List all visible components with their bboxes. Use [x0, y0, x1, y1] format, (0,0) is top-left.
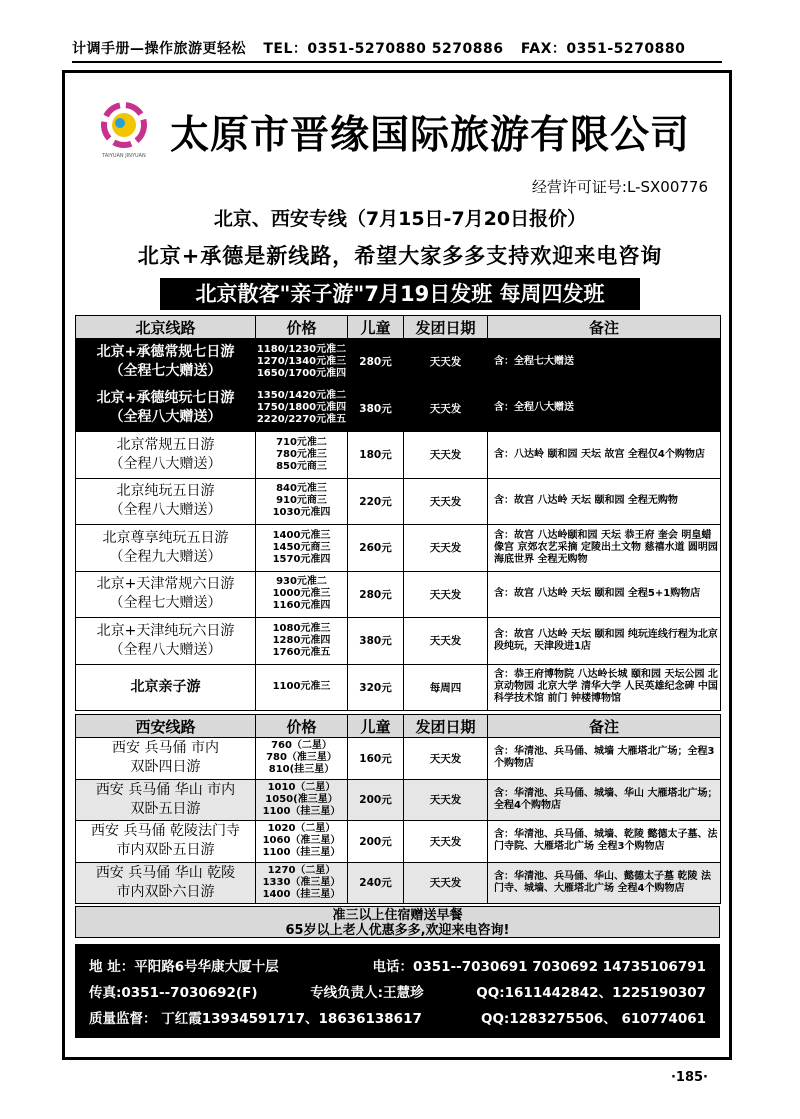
child-price: 380元 [348, 385, 404, 432]
xian-header-cell: 西安线路 [76, 715, 256, 738]
route-line: 北京常规五日游 [116, 436, 215, 453]
footer-note [75, 906, 720, 938]
price-line: 1050(准三星） [265, 793, 338, 805]
child-price: 280元 [348, 339, 404, 386]
price-line: 1400（挂三星） [262, 888, 341, 900]
price-line: 1760元准五 [272, 646, 331, 658]
route-line: 西安 兵马俑 市内 [112, 740, 219, 757]
note-cell: 含：全程七大赠送 [488, 339, 721, 386]
price-line: 840元准三 [276, 483, 327, 495]
price-line: 1330（准三星） [262, 876, 341, 888]
xian-route-table [75, 714, 721, 904]
route-line: 西安 兵马俑 华山 市内 [95, 781, 236, 798]
price-line: 850元商三 [276, 460, 327, 472]
route-line: 北京亲子游 [130, 678, 201, 695]
route-line: 西安 兵马俑 乾陵法门寺 [91, 823, 240, 840]
route-line: 北京+承德常规七日游 [96, 343, 235, 360]
table-row [76, 738, 721, 780]
route-line: 西安 兵马俑 华山 乾陵 [95, 864, 236, 881]
price-cell [256, 385, 348, 432]
route-name [76, 738, 256, 780]
route-line: （全程八大赠送） [109, 409, 222, 426]
route-line: 双卧五日游 [130, 800, 201, 817]
price-line: 1450元商三 [272, 541, 331, 553]
route-line: 双卧四日游 [130, 759, 201, 776]
note-cell: 含：故宫 八达岭 天坛 颐和园 全程5+1购物店 [488, 571, 721, 618]
beijing-route-table [75, 315, 721, 711]
promo-slogan: 北京+承德是新线路，希望大家多多支持欢迎来电咨询 [137, 244, 663, 268]
route-line: （全程八大赠送） [109, 641, 222, 658]
contact-block [75, 944, 720, 1038]
contact-supervisor: 质量监督： 丁红霞13934591717、18636138617 [89, 1011, 422, 1027]
note-cell: 含：故宫 八达岭颐和园 天坛 恭王府 奎会 明皇蜡像宫 京郊农艺采摘 定陵出土文物 慈禧水道 圆明园 海底世界 全程无购物 [488, 525, 721, 572]
price-line: 1180/1230元准二 [256, 343, 347, 355]
company-name: 太原市晋缘国际旅游有限公司 [170, 113, 691, 158]
contact-qq1: QQ:1611442842、1225190307 [476, 985, 706, 1001]
departure-date: 天天发 [404, 571, 488, 618]
price-cell [256, 664, 348, 711]
price-line: 1080元准三 [272, 622, 331, 634]
price-line: 1280元准四 [272, 634, 331, 646]
contact-phone: 电话：0351--7030691 7030692 14735106791 [372, 959, 706, 975]
price-cell [256, 862, 348, 904]
contact-qq2: QQ:1283275506、 610774061 [480, 1011, 706, 1027]
route-line: 北京+承德纯玩七日游 [96, 390, 235, 407]
note-cell: 含：全程八大赠送 [488, 385, 721, 432]
svg-text:TAIYUAN JINYUAN: TAIYUAN JINYUAN [102, 153, 146, 159]
top-header-bar [72, 38, 722, 63]
note-cell: 含：八达岭 颐和园 天坛 故宫 全程仅4个购物店 [488, 432, 721, 479]
price-line: 710元准二 [276, 436, 327, 448]
child-price: 380元 [348, 618, 404, 665]
price-line: 930元准二 [276, 576, 327, 588]
route-name [76, 525, 256, 572]
route-line: （全程九大赠送） [109, 548, 222, 565]
route-line: （全程七大赠送） [109, 595, 222, 612]
departure-date: 天天发 [404, 862, 488, 904]
route-line: 北京+天津常规六日游 [96, 576, 235, 593]
price-cell [256, 779, 348, 821]
xian-header-cell: 备注 [488, 715, 721, 738]
page-number: ·185· [670, 1070, 708, 1085]
route-line: （全程七大赠送） [109, 362, 222, 379]
contact-manager: 专线负责人:王慧珍 [310, 985, 424, 1001]
table-row [76, 862, 721, 904]
route-name [76, 385, 256, 432]
departure-date: 天天发 [404, 821, 488, 863]
price-line: 780（准三星） [266, 752, 337, 764]
child-price: 180元 [348, 432, 404, 479]
note-cell: 含：华清池、兵马俑、城墙、乾陵 懿德太子墓、法门寺院、大雁塔北广场 全程3个购物店 [488, 821, 721, 863]
jinyuan-logo-icon [96, 95, 152, 159]
route-line: （全程八大赠送） [109, 455, 222, 472]
route-name [76, 339, 256, 386]
table-row [76, 525, 721, 572]
price-line: 760（二星） [271, 740, 332, 752]
table-row [76, 664, 721, 711]
price-cell [256, 478, 348, 525]
departure-date: 天天发 [404, 432, 488, 479]
note-cell: 含：故宫 八达岭 天坛 颐和园 全程无购物 [488, 478, 721, 525]
beijing-header-cell: 备注 [488, 316, 721, 339]
table-row [76, 478, 721, 525]
price-line: 1060（准三星） [262, 835, 341, 847]
child-price: 200元 [348, 821, 404, 863]
footer-note-breakfast: 准三以上住宿赠送早餐 [332, 908, 463, 923]
xian-header-cell: 儿童 [348, 715, 404, 738]
price-line: 810(挂三星） [268, 764, 335, 776]
xian-header-cell: 价格 [256, 715, 348, 738]
price-cell [256, 571, 348, 618]
beijing-header-cell: 儿童 [348, 316, 404, 339]
price-line: 1010（二星） [267, 781, 336, 793]
note-cell: 含：华清池、兵马俑、城墙 大雁塔北广场；全程3个购物店 [488, 738, 721, 780]
note-cell: 含：恭王府博物院 八达岭长城 颐和园 天坛公园 北京动物园 北京大学 清华大学 人民英雄纪念碑 中国科学技术馆 前门 钟楼博物馆 [488, 664, 721, 711]
price-line: 1100（挂三星） [262, 805, 341, 817]
departure-date: 天天发 [404, 339, 488, 386]
child-price: 260元 [348, 525, 404, 572]
price-cell [256, 821, 348, 863]
table-row [76, 779, 721, 821]
price-line: 1030元准四 [272, 507, 331, 519]
table-row [76, 571, 721, 618]
note-cell: 含：故宫 八达岭 天坛 颐和园 纯玩连线行程为北京段纯玩，天津段进1店 [488, 618, 721, 665]
route-name [76, 478, 256, 525]
departure-date: 天天发 [404, 525, 488, 572]
note-cell: 含：华清池、兵马俑、城墙、华山 大雁塔北广场；全程4个购物店 [488, 779, 721, 821]
price-line: 2220/2270元准五 [256, 414, 347, 426]
route-line: 北京+天津纯玩六日游 [96, 622, 235, 639]
xian-header-cell: 发团日期 [404, 715, 488, 738]
price-line: 1000元准三 [272, 588, 331, 600]
departure-date: 天天发 [404, 618, 488, 665]
departure-date: 天天发 [404, 385, 488, 432]
departure-date: 每周四 [404, 664, 488, 711]
child-price: 320元 [348, 664, 404, 711]
beijing-header-cell: 北京线路 [76, 316, 256, 339]
route-name [76, 862, 256, 904]
price-line: 1350/1420元准二 [256, 390, 347, 402]
route-name [76, 779, 256, 821]
route-name [76, 618, 256, 665]
price-line: 1160元准四 [272, 600, 331, 612]
route-name [76, 571, 256, 618]
header-slogan: 计调手册—操作旅游更轻松 [72, 41, 246, 57]
route-line: 市内双卧六日游 [116, 883, 215, 900]
xian-table-header [76, 715, 721, 738]
table-row [76, 432, 721, 479]
price-cell [256, 339, 348, 386]
table-row [76, 385, 721, 432]
departure-date: 天天发 [404, 779, 488, 821]
beijing-header-cell: 发团日期 [404, 316, 488, 339]
footer-note-senior: 65岁以上老人优惠多多,欢迎来电咨询! [285, 923, 510, 938]
price-line: 1100元准三 [272, 681, 331, 693]
price-line: 1400元准三 [272, 529, 331, 541]
contact-fax: 传真:0351--7030692(F) [89, 985, 258, 1001]
price-line: 1270/1340元准三 [256, 355, 347, 367]
price-cell [256, 738, 348, 780]
note-cell: 含：华清池、兵马俑、华山、懿德太子墓 乾陵 法门寺、城墙、大雁塔北广场 全程4个购物店 [488, 862, 721, 904]
child-price: 240元 [348, 862, 404, 904]
table-row [76, 618, 721, 665]
departure-date: 天天发 [404, 478, 488, 525]
route-name [76, 432, 256, 479]
route-line: 市内双卧五日游 [116, 842, 215, 859]
price-line: 1570元准四 [272, 553, 331, 565]
child-price: 280元 [348, 571, 404, 618]
price-cell [256, 525, 348, 572]
departure-date: 天天发 [404, 738, 488, 780]
child-price: 220元 [348, 478, 404, 525]
contact-address: 地 址：平阳路6号华康大厦十层 [89, 959, 279, 975]
route-name [76, 821, 256, 863]
route-title: 北京、西安专线（7月15日-7月20日报价） [213, 208, 587, 230]
route-line: （全程八大赠送） [109, 502, 222, 519]
license-number: 经营许可证号:L-SX00776 [531, 178, 708, 196]
price-line: 1270（二星） [267, 864, 336, 876]
table-row [76, 821, 721, 863]
promo-banner: 北京散客"亲子游"7月19日发班 每周四发班 [160, 278, 640, 310]
price-line: 1020（二星） [267, 823, 336, 835]
header-tel: TEL：0351-5270880 5270886 [263, 41, 504, 57]
beijing-table-header [76, 316, 721, 339]
price-cell [256, 432, 348, 479]
price-line: 780元准三 [276, 448, 327, 460]
route-name [76, 664, 256, 711]
price-line: 1650/1700元准四 [256, 367, 347, 379]
price-line: 1100（挂三星） [262, 847, 341, 859]
price-line: 1750/1800元准四 [256, 402, 347, 414]
beijing-header-cell: 价格 [256, 316, 348, 339]
child-price: 160元 [348, 738, 404, 780]
header-fax: FAX：0351-5270880 [520, 41, 686, 57]
price-line: 910元商三 [276, 495, 327, 507]
route-line: 北京尊享纯玩五日游 [102, 529, 229, 546]
table-row [76, 339, 721, 386]
price-cell [256, 618, 348, 665]
child-price: 200元 [348, 779, 404, 821]
route-line: 北京纯玩五日游 [116, 483, 215, 500]
